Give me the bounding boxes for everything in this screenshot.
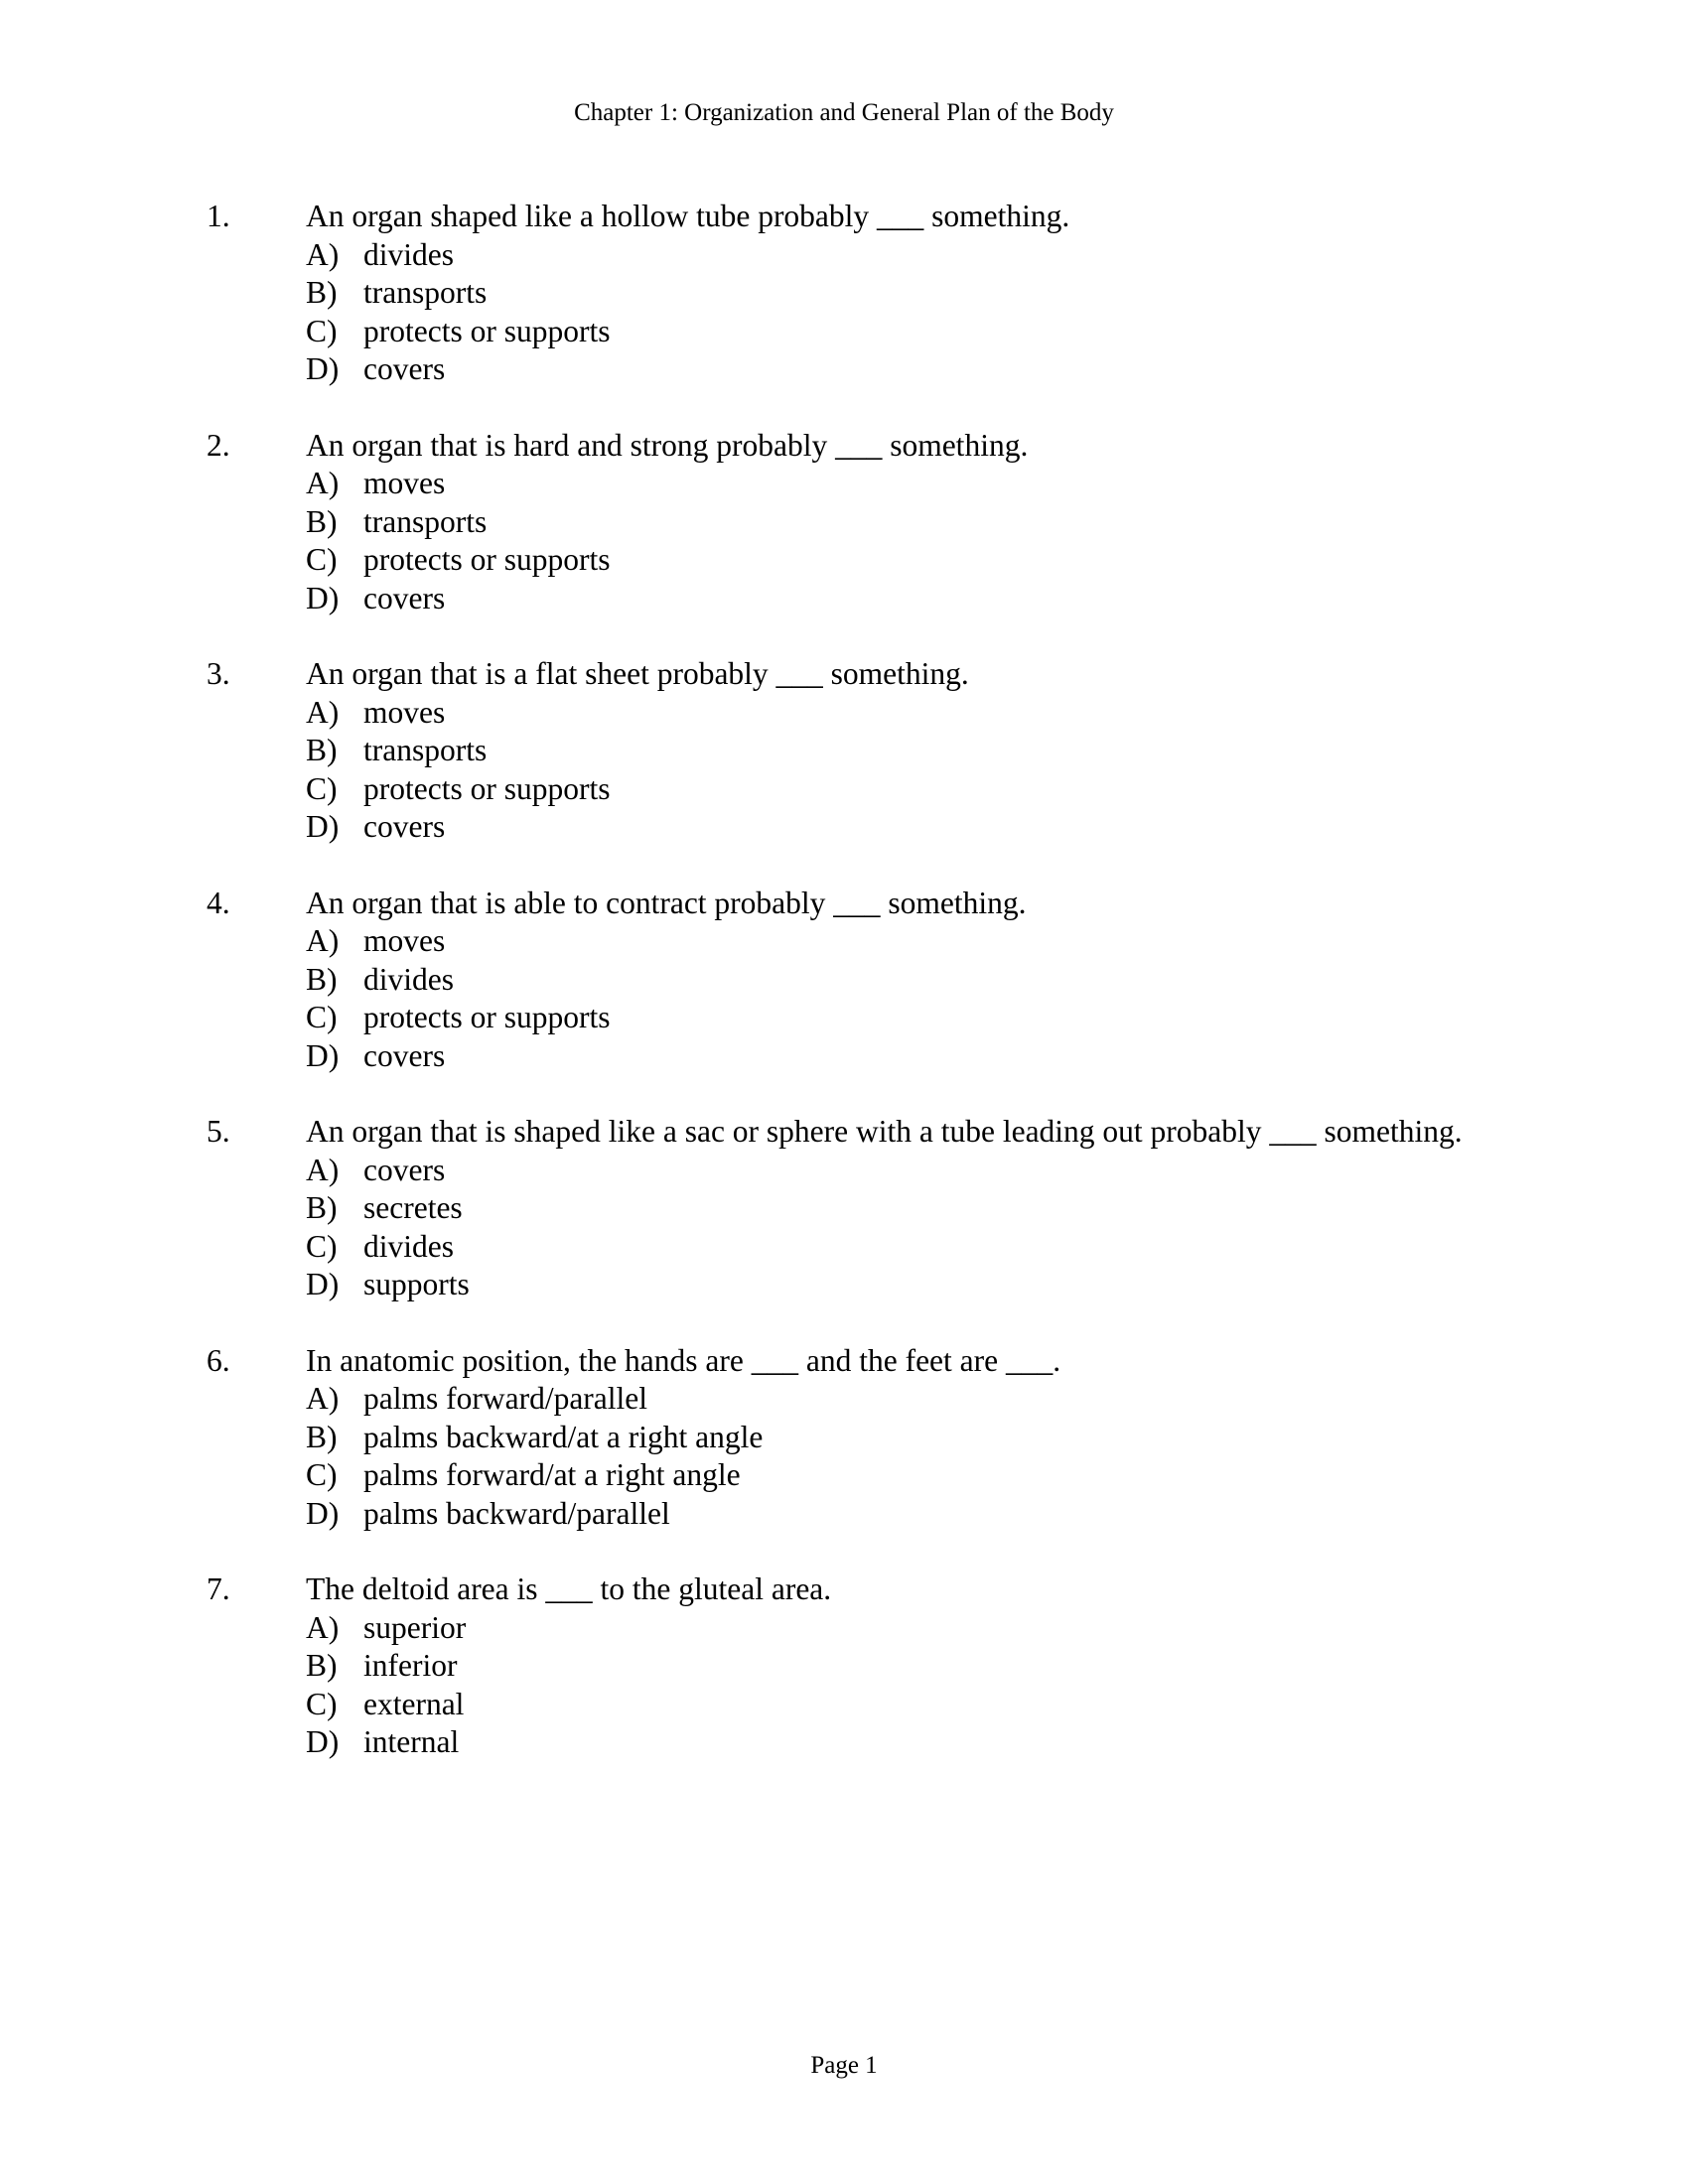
choice-text: external — [363, 1686, 465, 1721]
question-text: An organ that is shaped like a sac or sphere with a tube leading out probably ___ something. — [306, 1114, 1463, 1149]
choice-text: covers — [363, 809, 446, 844]
choice-letter: B) — [306, 961, 338, 997]
question-7 — [207, 1570, 1497, 1762]
choice-letter: D) — [306, 1037, 340, 1073]
choice-text: protects or supports — [363, 542, 611, 577]
choice-list — [207, 694, 1497, 847]
choice-a — [306, 236, 1497, 275]
choice-list — [207, 1609, 1497, 1762]
question-list — [207, 198, 1497, 1800]
choice-letter: B) — [306, 1648, 338, 1683]
choice-letter: C) — [306, 1000, 338, 1034]
question-stem — [207, 1570, 1497, 1609]
choice-text: supports — [363, 1267, 470, 1301]
choice-letter: C) — [306, 1228, 338, 1264]
choice-list — [207, 1152, 1497, 1304]
choice-b — [306, 732, 1497, 770]
choice-c — [306, 1686, 1497, 1724]
choice-text: moves — [363, 466, 446, 500]
choice-list — [207, 465, 1497, 617]
choice-d — [306, 1037, 1497, 1076]
choice-text: divides — [363, 961, 454, 997]
choice-a — [306, 1380, 1497, 1419]
choice-b — [306, 1189, 1497, 1228]
choice-d — [306, 1495, 1497, 1534]
question-text: The deltoid area is ___ to the gluteal area. — [306, 1571, 832, 1606]
choice-c — [306, 1228, 1497, 1267]
choice-c — [306, 541, 1497, 580]
choice-c — [306, 999, 1497, 1037]
question-stem — [207, 198, 1497, 236]
choice-text: moves — [363, 694, 446, 730]
choice-letter: A) — [306, 466, 340, 500]
choice-text: moves — [363, 923, 446, 958]
choice-d — [306, 1723, 1497, 1762]
question-4 — [207, 885, 1497, 1076]
choice-letter: B) — [306, 733, 338, 767]
choice-d — [306, 350, 1497, 389]
choice-text: palms forward/parallel — [363, 1381, 648, 1416]
question-number: 1. — [207, 199, 230, 233]
choice-a — [306, 1152, 1497, 1190]
choice-letter: D) — [306, 1267, 340, 1301]
question-text: In anatomic position, the hands are ___ and the feet are ___. — [306, 1342, 1061, 1378]
question-number: 5. — [207, 1114, 230, 1149]
question-2 — [207, 427, 1497, 618]
choice-text: protects or supports — [363, 1000, 611, 1034]
choice-d — [306, 580, 1497, 618]
question-stem — [207, 1342, 1497, 1381]
question-number: 3. — [207, 656, 230, 691]
choice-letter: C) — [306, 1686, 338, 1721]
choice-letter: D) — [306, 580, 340, 615]
choice-letter: A) — [306, 1381, 340, 1416]
choice-d — [306, 1266, 1497, 1304]
question-number: 4. — [207, 885, 230, 920]
choice-a — [306, 1609, 1497, 1648]
choice-list — [207, 922, 1497, 1075]
choice-letter: D) — [306, 1495, 340, 1531]
question-number: 7. — [207, 1571, 230, 1606]
question-text: An organ shaped like a hollow tube probably ___ something. — [306, 199, 1070, 233]
choice-letter: C) — [306, 542, 338, 577]
choice-text: palms forward/at a right angle — [363, 1457, 741, 1492]
question-number: 6. — [207, 1342, 230, 1378]
choice-d — [306, 808, 1497, 847]
choice-c — [306, 1456, 1497, 1495]
question-1 — [207, 198, 1497, 389]
question-3 — [207, 655, 1497, 847]
question-stem — [207, 1113, 1497, 1152]
choice-list — [207, 236, 1497, 389]
choice-text: divides — [363, 1228, 454, 1264]
choice-text: superior — [363, 1609, 467, 1645]
choice-b — [306, 1419, 1497, 1457]
choice-text: internal — [363, 1724, 460, 1759]
choice-b — [306, 503, 1497, 542]
choice-letter: A) — [306, 1152, 340, 1187]
choice-b — [306, 1647, 1497, 1686]
choice-text: transports — [363, 733, 488, 767]
question-text: An organ that is hard and strong probably ___ something. — [306, 427, 1029, 463]
page-number: Page 1 — [810, 2052, 878, 2079]
choice-letter: A) — [306, 923, 340, 958]
choice-list — [207, 1380, 1497, 1533]
choice-text: protects or supports — [363, 770, 611, 806]
choice-letter: B) — [306, 1190, 338, 1225]
choice-a — [306, 922, 1497, 961]
choice-c — [306, 770, 1497, 809]
choice-letter: C) — [306, 313, 338, 348]
choice-letter: A) — [306, 694, 340, 730]
choice-letter: A) — [306, 1609, 340, 1645]
question-stem — [207, 655, 1497, 694]
choice-text: inferior — [363, 1648, 458, 1683]
choice-a — [306, 465, 1497, 503]
choice-text: palms backward/at a right angle — [363, 1419, 764, 1454]
choice-text: covers — [363, 1152, 446, 1187]
choice-letter: C) — [306, 770, 338, 806]
question-stem — [207, 427, 1497, 466]
choice-text: protects or supports — [363, 313, 611, 348]
choice-text: palms backward/parallel — [363, 1495, 670, 1531]
choice-letter: B) — [306, 503, 338, 539]
choice-b — [306, 961, 1497, 1000]
choice-text: covers — [363, 580, 446, 615]
choice-letter: B) — [306, 1419, 338, 1454]
choice-c — [306, 313, 1497, 351]
page-header: Chapter 1: Organization and General Plan of the Body — [574, 99, 1114, 126]
choice-letter: C) — [306, 1457, 338, 1492]
choice-text: transports — [363, 275, 488, 310]
choice-text: covers — [363, 351, 446, 386]
choice-letter: A) — [306, 236, 340, 272]
question-text: An organ that is a flat sheet probably ___ something. — [306, 656, 969, 691]
choice-b — [306, 274, 1497, 313]
choice-letter: D) — [306, 1724, 340, 1759]
choice-text: transports — [363, 503, 488, 539]
choice-a — [306, 694, 1497, 733]
question-5 — [207, 1113, 1497, 1304]
choice-text: divides — [363, 236, 454, 272]
question-stem — [207, 885, 1497, 923]
question-text: An organ that is able to contract probably ___ something. — [306, 885, 1027, 920]
choice-letter: D) — [306, 809, 340, 844]
choice-letter: D) — [306, 351, 340, 386]
choice-letter: B) — [306, 275, 338, 310]
choice-text: covers — [363, 1037, 446, 1073]
question-number: 2. — [207, 427, 230, 463]
question-6 — [207, 1342, 1497, 1534]
choice-text: secretes — [363, 1190, 463, 1225]
